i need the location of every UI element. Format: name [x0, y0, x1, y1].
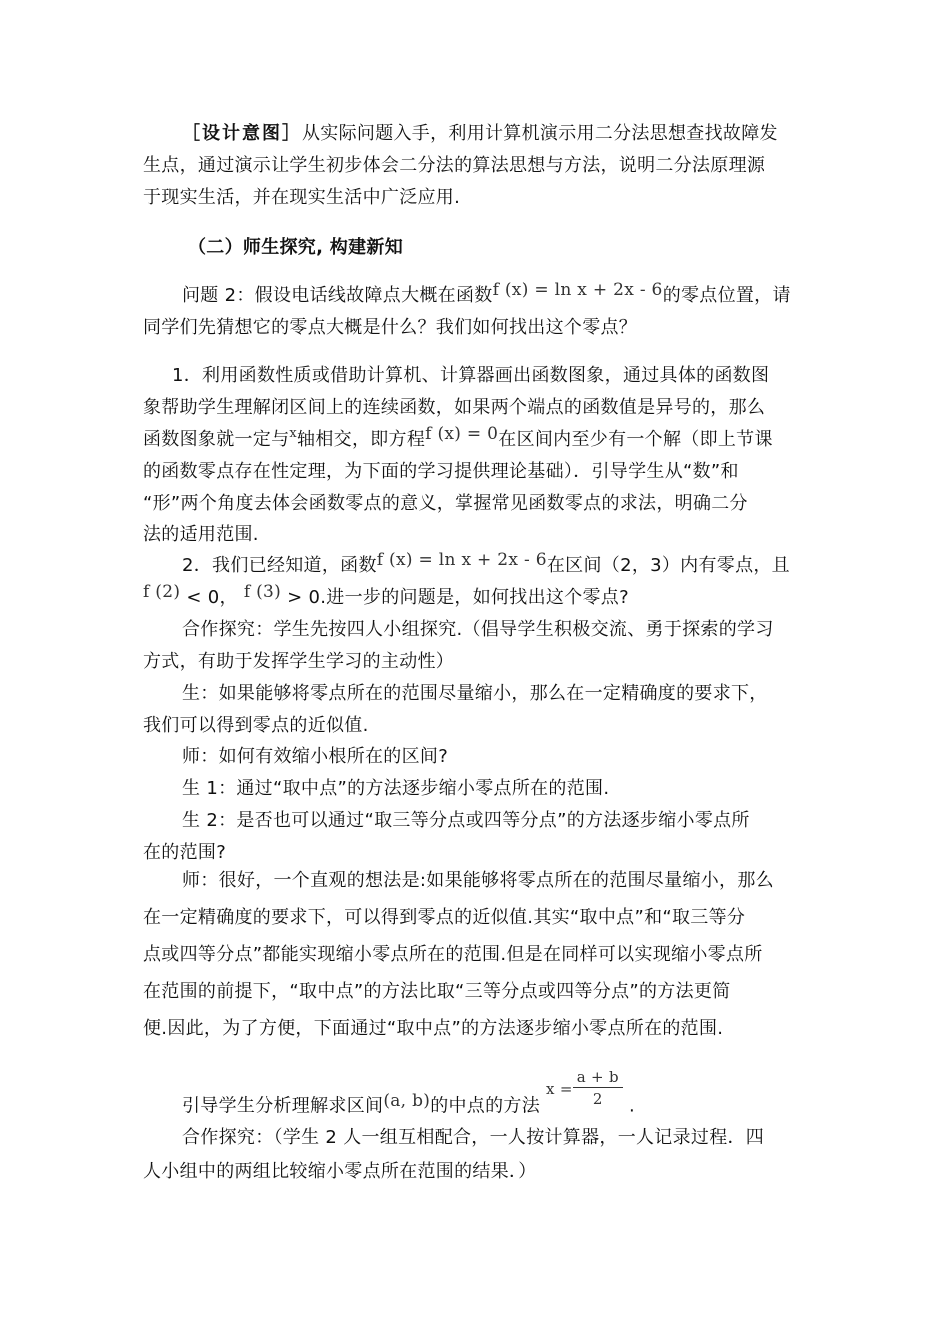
question-2-line-2: 同学们先猜想它的零点大概是什么？我们如何找出这个零点？ — [143, 317, 638, 338]
teacher-line-4: 在范围的前提下，“取中点”的方法比取“三等分点或四等分点”的方法更简 — [143, 981, 731, 1002]
midpoint-fraction — [573, 1067, 623, 1110]
item-1-line-5: “形”两个角度去体会函数零点的意义，掌握常见函数零点的求法，明确二分 — [143, 493, 748, 514]
question-2-line-1: 问题 2：假设电话线故障点大概在函数f (x) = ln x + 2x - 6的零点位置，请 — [182, 280, 791, 306]
design-intent-line-1: ［设计意图］从实际问题入手，利用计算机演示用二分法思想查找故障发 — [182, 123, 778, 144]
f3-value: f (3) — [243, 582, 282, 602]
x-variable: x — [289, 426, 298, 441]
teacher-question: 师：如何有效缩小根所在的区间? — [182, 746, 449, 767]
cooperation-2-line-2: 人小组中的两组比较缩小零点所在范围的结果．） — [143, 1161, 537, 1182]
teacher-line-2: 在一定精确度的要求下，可以得到零点的近似值.其实“取中点”和“取三等分 — [143, 907, 746, 928]
fraction-numerator: a + b — [573, 1067, 623, 1088]
cooperation-2-line-1: 合作探究：（学生 2 人一组互相配合，一人按计算器，一人记录过程．四 — [182, 1127, 765, 1148]
student-line-2: 我们可以得到零点的近似值. — [143, 715, 369, 736]
cooperation-1-line-1: 合作探究：学生先按四人小组探究.（倡导学生积极交流、勇于探索的学习 — [182, 619, 774, 640]
student-1-answer: 生 1：通过“取中点”的方法逐步缩小零点所在的范围. — [182, 778, 610, 799]
student-2-line-1: 生 2：是否也可以通过“取三等分点或四等分点”的方法逐步缩小零点所 — [182, 810, 750, 831]
design-intent-line-2: 生点，通过演示让学生初步体会二分法的算法思想与方法，说明二分法原理源 — [143, 155, 766, 176]
equation-formula: f (x) = 0 — [425, 424, 499, 444]
student-2-line-2: 在的范围? — [143, 842, 227, 863]
item-1-line-4: 的函数零点存在性定理，为下面的学习提供理论基础）．引导学生从“数”和 — [143, 461, 739, 482]
item-2-line-2: f (2) < 0， f (3) > 0.进一步的问题是，如何找出这个零点? — [143, 582, 629, 608]
interval-formula: (a, b) — [383, 1090, 431, 1111]
function-formula: f (x) = ln x + 2x - 6 — [492, 280, 663, 300]
section-heading: （二）师生探究, 构建新知 — [188, 237, 404, 258]
item-1-line-6: 法的适用范围. — [143, 524, 259, 545]
fraction-denominator: 2 — [592, 1090, 603, 1108]
f2-value: f (2) — [143, 582, 181, 602]
item-1-line-1: 1．利用函数性质或借助计算机、计算器画出函数图象，通过具体的函数图 — [172, 365, 770, 386]
teacher-line-3: 点或四等分点”都能实现缩小零点所在的范围.但是在同样可以实现缩小零点所 — [143, 944, 763, 965]
teacher-line-1: 师：很好，一个直观的想法是:如果能够将零点所在的范围尽量缩小，那么 — [182, 870, 774, 891]
student-line-1: 生：如果能够将零点所在的范围尽量缩小，那么在一定精确度的要求下， — [182, 683, 768, 704]
item-1-line-2: 象帮助学生理解闭区间上的连续函数，如果两个端点的函数值是异号的，那么 — [143, 397, 766, 418]
item-1-line-3: 函数图象就一定与$^x$轴相交，即方程f (x) = 0在区间内至少有一个解（即上节课 — [143, 424, 773, 450]
design-intent-tag: ［设计意图］ — [182, 123, 302, 144]
function-formula-2: f (x) = ln x + 2x - 6 — [376, 550, 547, 570]
midpoint-x: x = — [546, 1079, 573, 1098]
teacher-line-5: 便.因此，为了方便，下面通过“取中点”的方法逐步缩小零点所在的范围. — [143, 1018, 724, 1039]
cooperation-1-line-2: 方式，有助于发挥学生学习的主动性） — [143, 651, 455, 672]
design-intent-line-3: 于现实生活，并在现实生活中广泛应用. — [143, 187, 461, 208]
item-2-line-1: 2．我们已经知道，函数f (x) = ln x + 2x - 6在区间（2，3）内有零点，且 — [182, 550, 790, 576]
midpoint-guide-line: 引导学生分析理解求区间(a, b)的中点的方法 $^{x =}$ $\frac{a + b}{2}$ . — [182, 1068, 635, 1117]
